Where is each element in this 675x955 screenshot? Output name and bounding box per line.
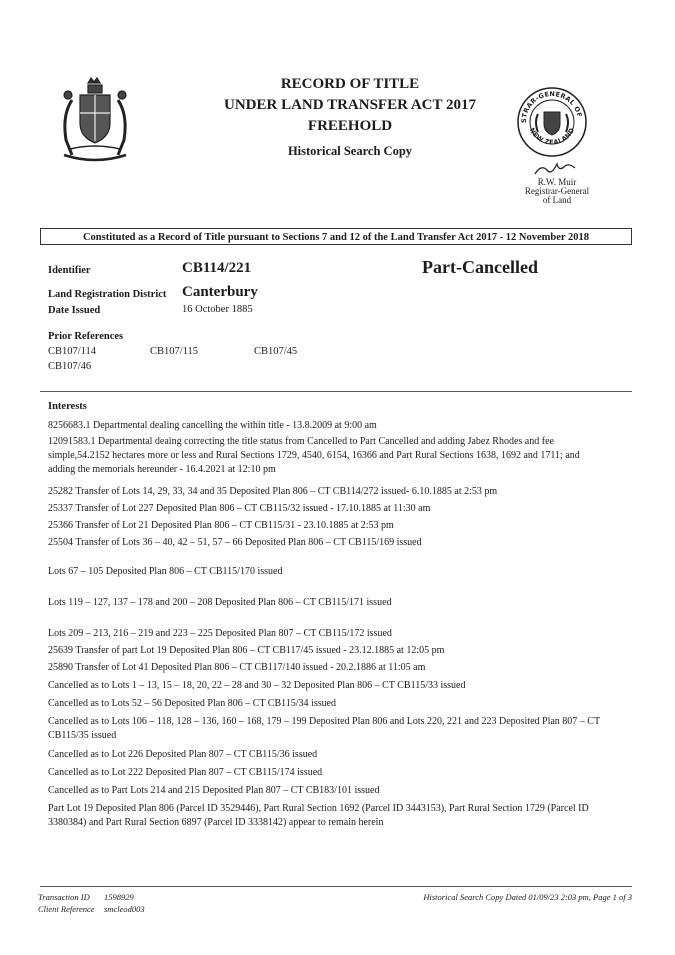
interest-entry: Cancelled as to Lot 226 Deposited Plan 807 – CT CB115/36 issued xyxy=(48,749,318,760)
interest-entry: 12091583.1 Departmental deaing correcting the title status from Cancelled to Part Cancelled and adding Jabez Rhodes and fee simple,54.2152 hectares more or less and Rural Sections 1729, 4540, 6154, 16366 and Part Rural Sections 1638, 1692 and 1711; and adding the memorials hereunder - 16.4.2021 at 12:10 pm xyxy=(48,436,580,475)
identifier-label: Identifier xyxy=(48,265,91,276)
transaction-id-value: 1598929 xyxy=(104,892,134,902)
interest-entry: 25366 Transfer of Lot 21 Deposited Plan 806 – CT CB115/31 - 23.10.1885 at 2:53 pm xyxy=(48,520,394,531)
signatory-name: R.W. Muir xyxy=(537,177,577,187)
interest-entry: Part Lot 19 Deposited Plan 806 (Parcel ID 3529446), Part Rural Section 1692 (Parcel ID 3443153), Part Rural Section 1729 (Parcel ID 3380384) and Part Rural Section 6897 (Parcel ID 3338142) appear to remain herein xyxy=(48,803,589,828)
constitution-banner: Constituted as a Record of Title pursuant to Sections 7 and 12 of the Land Transfer Act 2017 - 12 November 2018 xyxy=(40,228,632,245)
interests-heading: Interests xyxy=(48,401,87,412)
client-reference-value: smcleod003 xyxy=(104,904,145,914)
identifier-value: CB114/221 xyxy=(182,260,252,276)
seal-text-bottom: NEW ZEALAND xyxy=(527,126,577,147)
title-line-3: FREEHOLD xyxy=(307,118,393,134)
title-line-1: RECORD OF TITLE xyxy=(280,76,420,92)
prior-references-label: Prior References xyxy=(48,331,124,342)
section-divider xyxy=(40,391,632,392)
interest-entry: 25639 Transfer of part Lot 19 Deposited Plan 806 – CT CB117/45 issued - 23.12.1885 at 12:05 pm xyxy=(48,645,445,656)
district-value: Canterbury xyxy=(182,284,258,300)
interest-entry: Cancelled as to Lots 52 – 56 Deposited Plan 806 – CT CB115/34 issued xyxy=(48,698,337,709)
interest-entry: 25282 Transfer of Lots 14, 29, 33, 34 and 35 Deposited Plan 806 – CT CB114/272 issued- 6.10.1885 at 2:53 pm xyxy=(48,486,498,497)
interest-entry: 25337 Transfer of Lot 227 Deposited Plan 806 – CT CB115/32 issued - 17.10.1885 at 11:30 am xyxy=(48,503,431,514)
transaction-id-label: Transaction ID xyxy=(38,892,90,902)
interest-entry: Lots 119 – 127, 137 – 178 and 200 – 208 Deposited Plan 806 – CT CB115/171 issued xyxy=(48,597,392,608)
interest-entry: Cancelled as to Part Lots 214 and 215 Deposited Plan 807 – CT CB183/101 issued xyxy=(48,785,380,796)
client-reference-label: Client Reference xyxy=(38,904,95,914)
seal-text-top: REGISTRAR-GENERAL OF LAND xyxy=(513,80,584,124)
date-issued-value: 16 October 1885 xyxy=(182,304,253,315)
prior-reference: CB107/115 xyxy=(150,346,199,357)
interest-entry: 25890 Transfer of Lot 41 Deposited Plan 806 – CT CB117/140 issued - 20.2.1886 at 11:05 am xyxy=(48,662,426,673)
interest-entry: Lots 209 – 213, 216 – 219 and 223 – 225 Deposited Plan 807 – CT CB115/172 issued xyxy=(48,628,392,639)
interest-entry: Cancelled as to Lots 1 – 13, 15 – 18, 20, 22 – 28 and 30 – 32 Deposited Plan 806 – CT CB115/33 issued xyxy=(48,680,466,691)
date-issued-label: Date Issued xyxy=(48,305,101,316)
interest-entry: 8256683.1 Departmental dealing cancelling the within title - 13.8.2009 at 9:00 am xyxy=(48,420,377,431)
prior-reference: CB107/45 xyxy=(254,346,298,357)
interest-entry: 25504 Transfer of Lots 36 – 40, 42 – 51, 57 – 66 Deposited Plan 806 – CT CB115/169 issued xyxy=(48,537,422,548)
registrar-seal-icon xyxy=(513,80,588,158)
interest-entry: Cancelled as to Lots 106 – 118, 128 – 136, 160 – 168, 179 – 199 Deposited Plan 806 and Lots 220, 221 and 223 Deposited Plan 807 – CT CB115/35 issued xyxy=(48,716,600,741)
interest-entry: Lots 67 – 105 Deposited Plan 806 – CT CB115/170 issued xyxy=(48,566,283,577)
nz-coat-of-arms-icon xyxy=(50,75,140,165)
prior-reference: CB107/114 xyxy=(48,346,97,357)
interest-entry: Cancelled as to Lot 222 Deposited Plan 807 – CT CB115/174 issued xyxy=(48,767,323,778)
district-label: Land Registration District xyxy=(48,289,167,300)
subtitle: Historical Search Copy xyxy=(287,144,413,158)
title-status: Part-Cancelled xyxy=(422,257,538,277)
page-footer-info: Historical Search Copy Dated 01/09/23 2:03 pm, Page 1 of 3 xyxy=(423,892,632,902)
title-line-2: UNDER LAND TRANSFER ACT 2017 xyxy=(224,97,476,113)
prior-reference: CB107/46 xyxy=(48,361,92,372)
signatory-title-1: Registrar-General xyxy=(524,186,590,196)
footer-divider xyxy=(40,886,632,887)
signatory-title-2: of Land xyxy=(542,195,572,205)
